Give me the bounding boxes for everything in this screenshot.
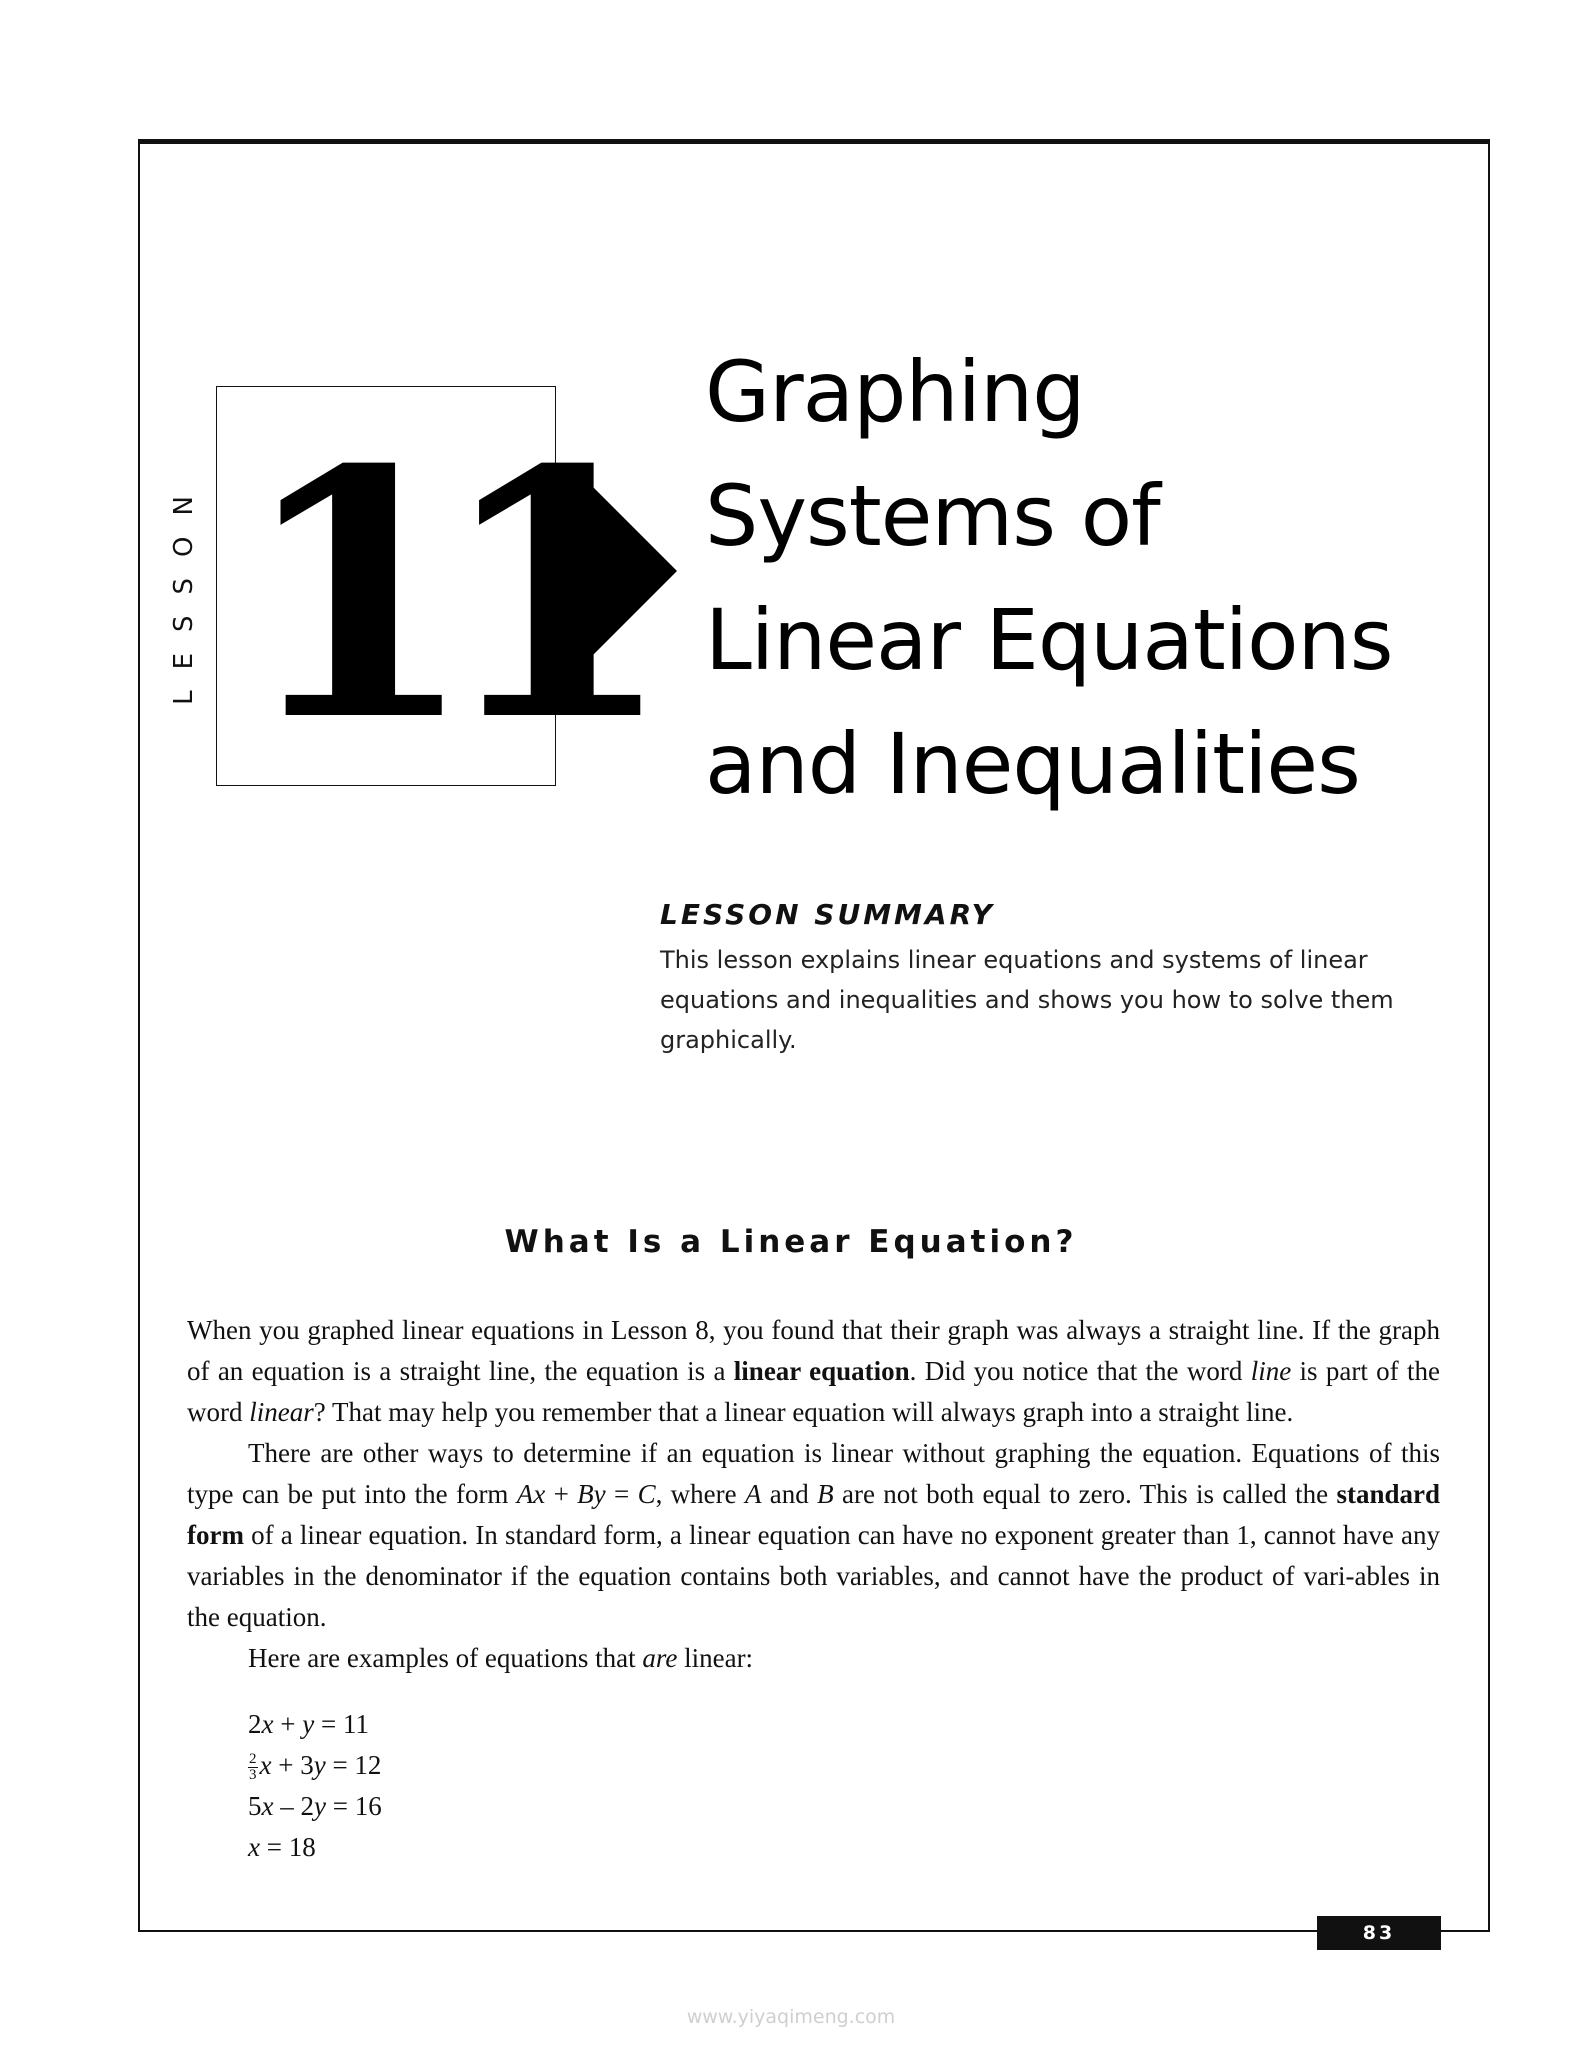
text-run: = 11 (314, 1709, 369, 1739)
math-var: y (302, 1709, 315, 1739)
math-var: x (261, 1791, 274, 1821)
math-var: By (577, 1479, 606, 1509)
bold-term: linear equation (733, 1356, 910, 1386)
text-run: . Did you notice that the word (909, 1356, 1251, 1386)
fraction-numerator: 2 (249, 1751, 257, 1768)
italic-term: linear (249, 1397, 314, 1427)
equation-examples (248, 1704, 382, 1868)
paragraph (187, 1638, 1440, 1679)
lesson-label (167, 475, 201, 705)
fraction (248, 1752, 258, 1783)
math-var: x (259, 1750, 272, 1780)
text-run: of a linear equation. In standard form, a linear equation can have no exponent greater than 1, cannot have any variables in the denominator if the equation contains both variables, and cannot have the product of vari-ables in the equation. (187, 1520, 1440, 1632)
math-var: y (313, 1791, 326, 1821)
watermark: www.yiyaqimeng.com (686, 2006, 896, 2028)
paragraph (187, 1310, 1440, 1433)
text-run: 2 (248, 1709, 262, 1739)
lesson-number: 11 (239, 397, 637, 796)
text-run: + (273, 1709, 303, 1739)
math-var: x (248, 1832, 260, 1862)
text-run: = 18 (259, 1832, 316, 1862)
math-var: x (261, 1709, 274, 1739)
equation (248, 1704, 382, 1745)
text-run: When you graphed linear equations in Lesson 8, you found that their graph was always a straight line. If the graph of an equation is a straight line, the equation is a (187, 1315, 1440, 1386)
text-run: is part of the word (187, 1356, 1440, 1427)
text-run: and (761, 1479, 818, 1509)
text-run: are not both equal to zero. This is called the (833, 1479, 1337, 1509)
math-var: C (637, 1479, 656, 1509)
text-run: = 12 (325, 1750, 382, 1780)
text-run: There are other ways to determine if an equation is linear without graphing the equation. Equations of this type can be put into the form (187, 1438, 1440, 1509)
title-line: and Inequalities (705, 715, 1360, 813)
summary-heading: LESSON SUMMARY (660, 898, 995, 931)
body-text (187, 1310, 1440, 1679)
lesson-number-box (216, 386, 637, 796)
text-run: = 16 (325, 1791, 382, 1821)
title-line: Systems of (705, 467, 1160, 565)
fraction-denominator: 3 (249, 1767, 257, 1784)
title-line: Graphing (705, 343, 1085, 441)
text-run: = (605, 1479, 638, 1509)
bold-term: standard form (187, 1479, 1440, 1550)
equation (248, 1745, 382, 1786)
text-run: – 2 (273, 1791, 314, 1821)
text-run: ? That may help you remember that a linear equation will always graph into a straight line. (313, 1397, 1294, 1427)
lesson-label-text: LESSON (169, 475, 199, 705)
text-run: Here are examples of equations that (248, 1643, 643, 1673)
equation (248, 1786, 382, 1827)
section-heading: What Is a Linear Equation? (504, 1224, 1078, 1260)
paragraph (187, 1433, 1440, 1638)
text-run: linear: (677, 1643, 754, 1673)
math-var: Ax (516, 1479, 546, 1509)
summary-text: This lesson explains linear equations and systems of linear equations and inequalities and shows you how to solve them graphically. (660, 946, 1394, 1054)
arrow-right-icon (573, 467, 677, 675)
equation (248, 1827, 382, 1868)
math-var: y (313, 1750, 326, 1780)
math-var: B (817, 1479, 834, 1509)
italic-term: line (1250, 1356, 1292, 1386)
text-run: + (545, 1479, 578, 1509)
text-run: 5 (248, 1791, 262, 1821)
page-number: 83 (1317, 1916, 1441, 1950)
math-var: A (744, 1479, 762, 1509)
italic-term: are (642, 1643, 678, 1673)
text-run: , where (655, 1479, 745, 1509)
text-run: + 3 (271, 1750, 314, 1780)
title-line: Linear Equations (705, 591, 1393, 689)
lesson-title (705, 330, 1465, 826)
